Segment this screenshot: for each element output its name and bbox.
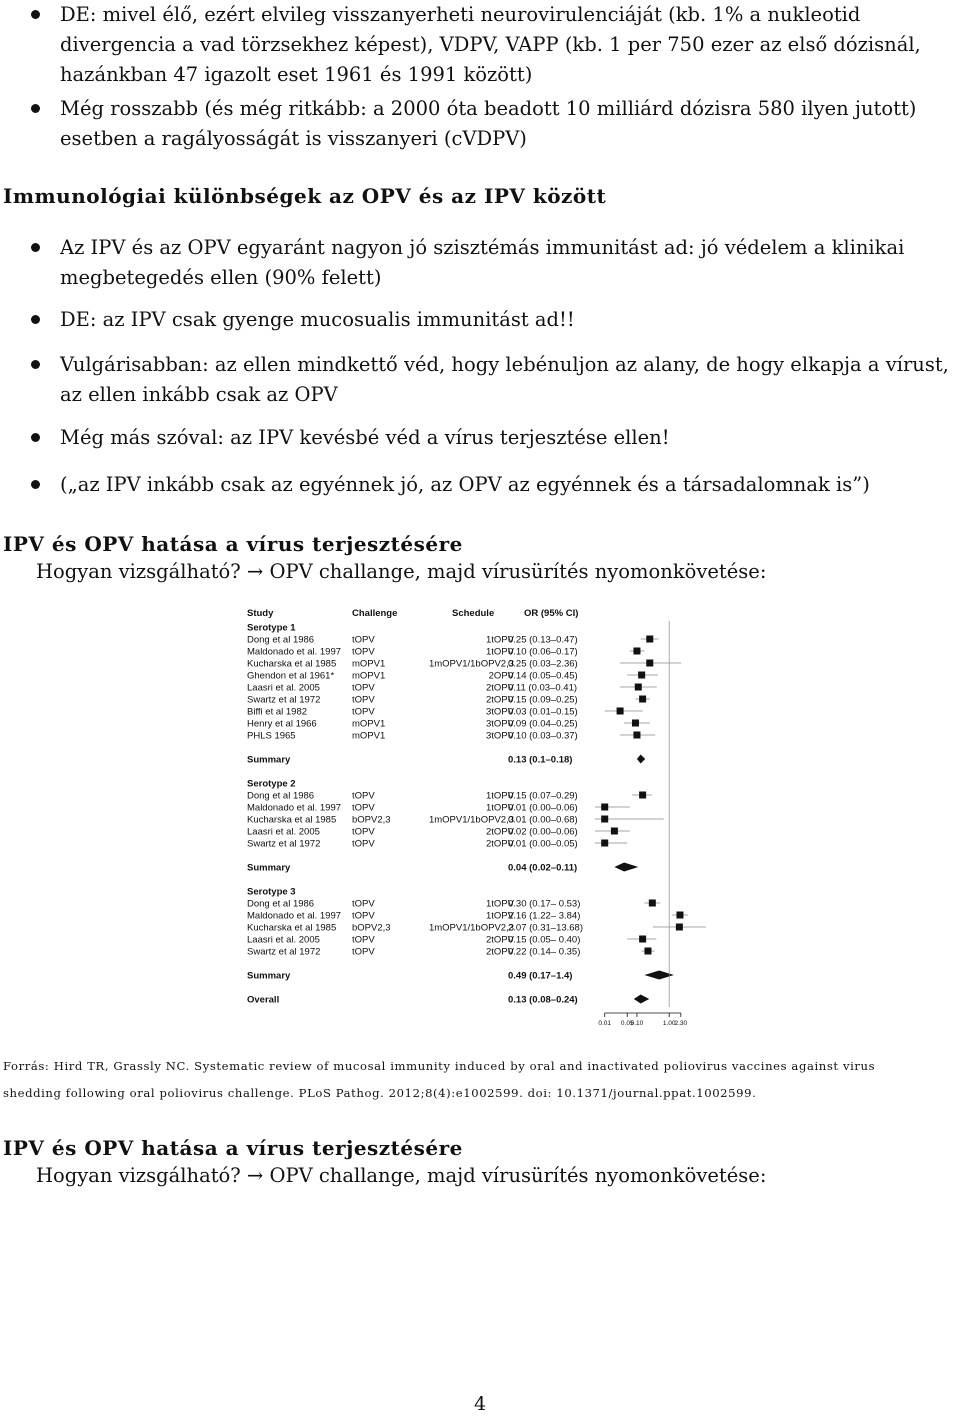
point-estimate (632, 720, 639, 727)
x-tick-label: 2.30 (674, 1020, 688, 1025)
point-estimate (676, 924, 683, 931)
section-title-immunology: Immunológiai különbségek az OPV és az IPV között (3, 184, 607, 208)
bullet-text: Vulgárisabban: az ellen mindkettő véd, hogy lebénuljon az alany, de hogy elkapja a vírust, az ellen inkább csak az OPV (60, 353, 949, 406)
study-label: Laasri et al. 2005 (247, 826, 320, 838)
point-estimate (646, 636, 653, 643)
challenge-label: tOPV (352, 682, 375, 694)
point-estimate (611, 828, 618, 835)
or-label: 0.15 (0.09–0.25) (508, 694, 578, 706)
or-label: 2.07 (0.31–13.68) (508, 922, 584, 934)
challenge-label: mOPV1 (352, 670, 386, 682)
schedule-label: 2tOPV (486, 946, 514, 958)
x-tick-label: 0.10 (630, 1020, 644, 1025)
or-label: 0.03 (0.01–0.15) (508, 706, 578, 718)
x-tick-label: 0.05 (620, 1020, 634, 1025)
summary-or-label: 0.49 (0.17–1.4) (508, 970, 573, 982)
summary-label: Overall (247, 994, 280, 1006)
bullet-text: Még más szóval: az IPV kevésbé véd a vírus terjesztése ellen! (60, 426, 670, 449)
bullet-dot (31, 360, 40, 369)
bullet-text: DE: mivel élő, ezért elvileg visszanyerheti neurovirulenciáját (kb. 1% a nukleotid divergencia a vad törzsekhez képest), VDPV, VAPP (kb. 1 per 750 ezer az első dózisnál, hazánkban 47 igazolt eset 1961 és 1991 között) (60, 3, 921, 86)
schedule-label: 1tOPV (486, 634, 514, 646)
section-title-spread: IPV és OPV hatása a vírus terjesztésére (3, 532, 463, 556)
point-estimate (639, 936, 646, 943)
bullet-text: Az IPV és az OPV egyaránt nagyon jó szisztémás immunitást ad: jó védelem a klinikai megbetegedés ellen (90% felett) (60, 236, 905, 289)
bullet-dot (31, 243, 40, 252)
summary-diamond (614, 863, 638, 872)
schedule-label: 1mOPV1/1bOPV2,3 (428, 814, 514, 826)
column-header: Challenge (352, 608, 398, 619)
bullet-society (3, 470, 954, 500)
or-label: 0.01 (0.00–0.06) (508, 802, 578, 814)
schedule-label: 1tOPV (486, 898, 514, 910)
study-label: Laasri et al. 2005 (247, 682, 320, 694)
summary-or-label: 0.13 (0.08–0.24) (508, 994, 578, 1006)
bullet-vulgar (3, 350, 954, 410)
schedule-label: 2tOPV (486, 838, 514, 850)
summary-label: Summary (247, 754, 291, 766)
or-label: 0.01 (0.00–0.05) (508, 838, 578, 850)
or-label: 0.11 (0.03–0.41) (508, 682, 578, 694)
group-label: Serotype 1 (247, 622, 296, 634)
study-label: Henry et al 1966 (247, 718, 317, 730)
summary-diamond (634, 995, 649, 1004)
bullet-neurovirulence (3, 0, 954, 90)
study-label: Dong et al 1986 (247, 790, 315, 802)
challenge-label: mOPV1 (352, 730, 386, 742)
summary-label: Summary (247, 970, 291, 982)
or-label: 0.15 (0.07–0.29) (508, 790, 578, 802)
or-label: 0.25 (0.13–0.47) (508, 634, 578, 646)
bullet-text: DE: az IPV csak gyenge mucosualis immunitást ad!! (60, 308, 575, 331)
schedule-label: 2tOPV (486, 934, 514, 946)
study-label: PHLS 1965 (247, 730, 296, 742)
challenge-label: tOPV (352, 946, 375, 958)
challenge-label: tOPV (352, 826, 375, 838)
x-tick-label: 0.01 (598, 1020, 612, 1025)
point-estimate (676, 912, 683, 919)
point-estimate (601, 840, 608, 847)
challenge-label: tOPV (352, 790, 375, 802)
challenge-label: tOPV (352, 910, 375, 922)
schedule-label: 1tOPV (486, 802, 514, 814)
or-label: 0.01 (0.00–0.68) (508, 814, 578, 826)
forest-plot (240, 600, 720, 1025)
column-header: Study (247, 608, 274, 619)
schedule-label: 1mOPV1/1bOPV2,3 (428, 658, 514, 670)
column-header: OR (95% CI) (524, 608, 579, 619)
section-subtitle-spread-repeat: Hogyan vizsgálható? → OPV challange, majd vírusürítés nyomonkövetése: (36, 1164, 767, 1187)
challenge-label: bOPV2,3 (352, 814, 391, 826)
schedule-label: 2OPV (488, 670, 514, 682)
column-header: Schedule (452, 608, 495, 619)
study-label: Kucharska et al 1985 (247, 922, 337, 934)
schedule-label: 2tOPV (486, 694, 514, 706)
bullet-dot (31, 480, 40, 489)
or-label: 0.14 (0.05–0.45) (508, 670, 578, 682)
bullet-text: Még rosszabb (és még ritkább: a 2000 óta beadott 10 milliárd dózisra 580 ilyen jutott) esetben a ragályosságát is visszanyeri (cVDPV) (60, 97, 917, 150)
schedule-label: 1mOPV1/1bOPV2,3 (428, 922, 514, 934)
group-label: Serotype 2 (247, 778, 296, 790)
or-label: 2.16 (1.22– 3.84) (508, 910, 581, 922)
bullet-dot (31, 433, 40, 442)
bullet-dot (31, 104, 40, 113)
study-label: Swartz et al 1972 (247, 694, 321, 706)
point-estimate (601, 804, 608, 811)
study-label: Dong et al 1986 (247, 634, 315, 646)
or-label: 0.09 (0.04–0.25) (508, 718, 578, 730)
or-label: 0.22 (0.14– 0.35) (508, 946, 581, 958)
study-label: Maldonado et al. 1997 (247, 646, 342, 658)
or-label: 0.30 (0.17– 0.53) (508, 898, 581, 910)
study-label: Laasri et al. 2005 (247, 934, 320, 946)
study-label: Swartz et al 1972 (247, 946, 321, 958)
challenge-label: tOPV (352, 898, 375, 910)
study-label: Kucharska et al 1985 (247, 814, 337, 826)
point-estimate (644, 948, 651, 955)
study-label: Swartz et al 1972 (247, 838, 321, 850)
challenge-label: bOPV2,3 (352, 922, 391, 934)
schedule-label: 3tOPV (486, 718, 514, 730)
schedule-label: 2tOPV (486, 826, 514, 838)
point-estimate (635, 684, 642, 691)
study-label: Kucharska et al 1985 (247, 658, 337, 670)
page-number: 4 (473, 1393, 487, 1415)
bullet-text: („az IPV inkább csak az egyénnek jó, az OPV az egyénnek és a társadalomnak is”) (60, 473, 870, 496)
study-label: Maldonado et al. 1997 (247, 802, 342, 814)
point-estimate (649, 900, 656, 907)
schedule-label: 2tOPV (486, 682, 514, 694)
schedule-label: 1tOPV (486, 646, 514, 658)
study-label: Biffi et al 1982 (247, 706, 308, 718)
bullet-dot (31, 315, 40, 324)
schedule-label: 3tOPV (486, 730, 514, 742)
point-estimate (646, 660, 653, 667)
point-estimate (601, 816, 608, 823)
challenge-label: mOPV1 (352, 718, 386, 730)
or-label: 0.25 (0.03–2.36) (508, 658, 578, 670)
study-label: Ghendon et al 1961* (247, 670, 335, 682)
summary-or-label: 0.04 (0.02–0.11) (508, 862, 578, 874)
summary-diamond (637, 755, 645, 764)
bullet-cvdpv (3, 94, 954, 154)
point-estimate (633, 648, 640, 655)
schedule-label: 1tOPV (486, 910, 514, 922)
point-estimate (639, 792, 646, 799)
point-estimate (639, 696, 646, 703)
point-estimate (617, 708, 624, 715)
summary-label: Summary (247, 862, 291, 874)
point-estimate (633, 732, 640, 739)
section-subtitle-spread: Hogyan vizsgálható? → OPV challange, majd vírusürítés nyomonkövetése: (36, 560, 767, 583)
schedule-label: 1tOPV (486, 790, 514, 802)
x-tick-label: 1.00 (662, 1020, 676, 1025)
or-label: 0.02 (0.00–0.06) (508, 826, 578, 838)
challenge-label: mOPV1 (352, 658, 386, 670)
point-estimate (638, 672, 645, 679)
summary-or-label: 0.13 (0.1–0.18) (508, 754, 573, 766)
challenge-label: tOPV (352, 934, 375, 946)
source-line-1: Forrás: Hird TR, Grassly NC. Systematic review of mucosal immunity induced by oral and inactivated poliovirus vaccines against virus (3, 1059, 876, 1073)
schedule-label: 3tOPV (486, 706, 514, 718)
section-title-spread-repeat: IPV és OPV hatása a vírus terjesztésére (3, 1136, 463, 1160)
challenge-label: tOPV (352, 838, 375, 850)
or-label: 0.10 (0.03–0.37) (508, 730, 578, 742)
or-label: 0.15 (0.05– 0.40) (508, 934, 581, 946)
challenge-label: tOPV (352, 802, 375, 814)
source-line-2: shedding following oral poliovirus challenge. PLoS Pathog. 2012;8(4):e1002599. doi: 10.1371/journal.ppat.1002599. (3, 1086, 757, 1100)
challenge-label: tOPV (352, 646, 375, 658)
study-label: Maldonado et al. 1997 (247, 910, 342, 922)
bullet-mucosal-immunity (3, 305, 954, 335)
challenge-label: tOPV (352, 694, 375, 706)
bullet-dot (31, 10, 40, 19)
bullet-spread (3, 423, 954, 453)
study-label: Dong et al 1986 (247, 898, 315, 910)
bullet-systemic-immunity (3, 233, 954, 293)
group-label: Serotype 3 (247, 886, 296, 898)
or-label: 0.10 (0.06–0.17) (508, 646, 578, 658)
challenge-label: tOPV (352, 706, 375, 718)
challenge-label: tOPV (352, 634, 375, 646)
